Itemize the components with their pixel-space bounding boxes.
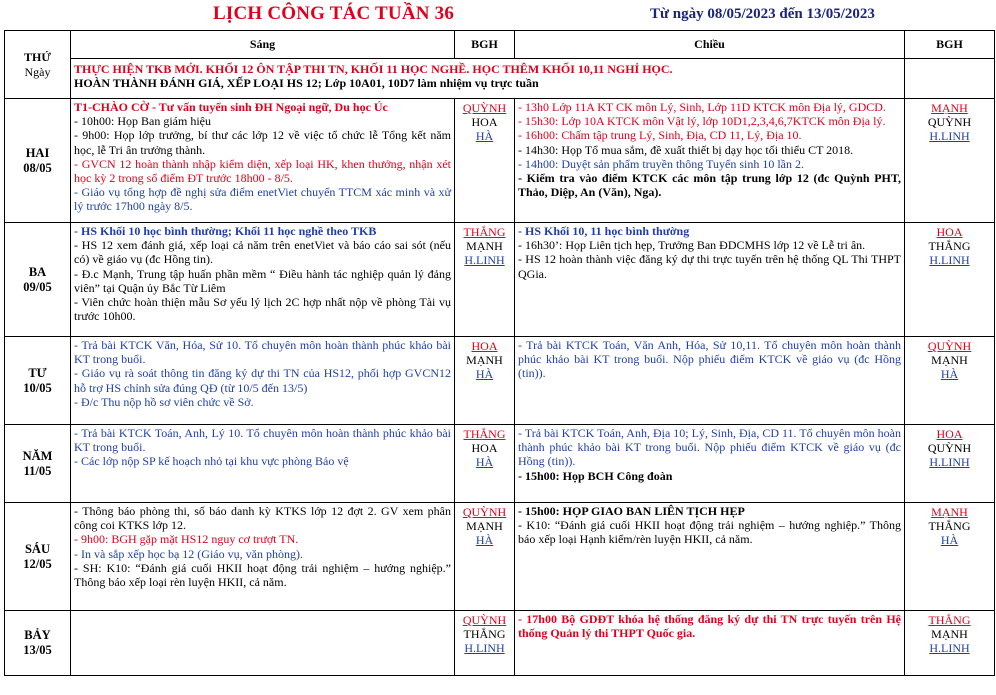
afternoon-column-header: Chiều [515,31,905,59]
afternoon-cell [515,503,905,611]
afternoon-cell [515,337,905,425]
day-header-sub: Ngày [24,64,51,79]
schedule-item: - 14h00: Duyệt sản phẩm truyền thông Tuyển sinh 10 lần 2. [518,156,804,171]
day-row [5,611,995,676]
day-row [5,337,995,425]
day-cell [5,611,71,676]
schedule-item: - Các lớp nộp SP kế hoạch nhỏ tại khu vực phòng Bảo vệ [74,454,349,469]
schedule-item: - HS 12 hoàn thành việc đăng ký dự thi trực tuyến trên hệ thống QL Thi THPT QGia. [518,252,901,281]
afternoon-cell [515,223,905,337]
bgh-name: THẮNG [463,627,506,641]
bgh-afternoon-cell [905,337,995,425]
date-range: Từ ngày 08/05/2023 đến 13/05/2023 [650,6,875,22]
bgh-name: H.LINH [929,641,970,655]
schedule-item: - 9h00: BGH gặp mặt HS12 nguy cơ trượt TN. [74,532,299,547]
afternoon-cell [515,99,905,223]
bgh-name: HOA [936,427,963,441]
bgh-morning-cell [455,425,515,503]
schedule-item: - 15h30: Lớp 10A KTCK môn Vật lý, lớp 10D1,2,3,4,6,7KTCK môn Địa lý. [518,114,886,129]
day-date: 09/05 [23,279,52,294]
bgh-name: THẮNG [928,239,971,253]
day-date: 13/05 [23,643,52,657]
schedule-item: - 16h30’: Họp Liên tịch hẹp, Trưởng Ban ĐDCMHS lớp 12 về Lễ tri ân. [518,238,866,253]
day-column-header [5,31,71,99]
bgh-afternoon-cell [905,223,995,337]
schedule-item: - Giáo vụ tổng hợp đề nghị sửa điểm enetViet chuyển TTCM xác minh và xử lý trước 17h00 ngày 8/5. [74,185,451,214]
schedule-item: - Đ/c Thu nộp hồ sơ viên chức về Sở. [74,394,254,409]
bgh-morning-cell [455,503,515,611]
day-cell [5,503,71,611]
schedule-item: - 16h00: Chấm tập trung Lý, Sinh, Địa, CD 11, Lý, Địa 10. [518,128,802,143]
morning-cell [71,223,455,337]
day-row [5,223,995,337]
bgh-name: THẮNG [463,427,506,441]
bgh-name: H.LINH [929,253,970,267]
bgh-afternoon-cell [905,99,995,223]
schedule-item: - Trả bài KTCK Toán, Văn Anh, Hóa, Sử 10,11. Tổ chuyên môn hoàn thành phúc khảo bài KT trong buổi. Nộp phiếu điểm KTCK về giáo vụ (đc Hồng (tin)). [518,338,901,381]
bgh-name: HOA [471,115,498,129]
schedule-item: - HS Khối 10, 11 học bình thường [518,224,690,238]
bgh-morning-column-header: BGH [455,31,515,59]
bgh-name: MẠNH [466,519,503,533]
morning-column-header: Sáng [71,31,455,59]
bgh-morning-cell [455,337,515,425]
bgh-name: THẮNG [928,613,971,627]
afternoon-cell [515,611,905,676]
bgh-name: HÀ [475,455,494,469]
bgh-name: HÀ [475,129,494,143]
morning-cell [71,503,455,611]
bgh-name: MẠNH [931,353,968,367]
bgh-name: HÀ [475,367,494,381]
bgh-name: QUỲNH [927,339,972,353]
bgh-name: H.LINH [464,641,505,655]
bgh-morning-cell [455,223,515,337]
day-name: NĂM [22,448,53,463]
page-title: LỊCH CÔNG TÁC TUẦN 36 [213,3,455,24]
bgh-name: HÀ [940,367,959,381]
day-header-label: THỨ [24,50,51,65]
day-name: BA [28,264,47,279]
day-row [5,425,995,503]
schedule-item: - Kiểm tra vào điểm KTCK các môn tập trung lớp 12 (đc Quỳnh PHT, Thảo, Diệp, An (Văn), Nga). [518,171,901,200]
bgh-name: H.LINH [929,455,970,469]
bgh-afternoon-cell [905,611,995,676]
bgh-afternoon-cell [905,425,995,503]
schedule-item: - 10h00: Họp Ban giám hiệu [74,114,211,129]
bgh-afternoon-column-header: BGH [905,31,995,59]
bgh-name: MẠNH [931,101,968,115]
bgh-name: HOA [471,441,498,455]
bgh-name: H.LINH [464,253,505,267]
notice-empty-afternoon [905,59,995,99]
bgh-name: HÀ [475,533,494,547]
schedule-item: - GVCN 12 hoàn thành nhập kiểm diện, xếp loại HK, khen thưởng, nhận xét học kỳ 2 trong sổ điểm ĐT trước 18h00 - 8/5. [74,156,451,186]
day-name: SÁU [24,541,50,556]
schedule-item: - 9h00: Họp lớp trưởng, bí thư các lớp 12 về việc tổ chức lễ Tổng kết năm học, lễ Tri ân trưởng thành. [74,128,451,157]
day-date: 08/05 [23,160,52,175]
notice-line-2: HOÀN THÀNH ĐÁNH GIÁ, XẾP LOẠI HS 12; Lớp 10A01, 10D7 làm nhiệm vụ trực tuần [74,75,539,90]
day-cell [5,99,71,223]
day-cell [5,223,71,337]
day-date: 12/05 [23,556,52,571]
schedule-item: - Viên chức hoàn thiện mẫu Sơ yếu lý lịch 2C hợp nhất nộp về phòng Tài vụ trước 10h00. [74,295,451,324]
schedule-item: - Giáo vụ rà soát thông tin đăng ký dự thi TN của HS12, phối hợp GVCN12 hỗ trợ HS chỉnh sửa đúng QĐ (từ 10/5 đến 13/5) [74,366,451,395]
bgh-name: QUỲNH [927,115,972,129]
schedule-table [4,30,995,676]
bgh-name: QUỲNH [927,441,972,455]
schedule-item: T1-CHÀO CỜ - Tư vấn tuyển sinh ĐH Ngoại ngữ, Du học Úc [74,100,388,114]
bgh-name: MẠNH [931,505,968,519]
schedule-item: - Trả bài KTCK Văn, Hóa, Sử 10. Tổ chuyên môn hoàn thành phúc khảo bài KT trong buổi. [74,338,451,367]
bgh-morning-cell [455,611,515,676]
schedule-item: - In và sắp xếp học bạ 12 (Giáo vụ, văn phòng). [74,546,303,561]
schedule-item: - 15h00: HỌP GIAO BAN LIÊN TỊCH HẸP [518,504,745,518]
bgh-name: H.LINH [929,129,970,143]
morning-cell [71,425,455,503]
bgh-name: MẠNH [931,627,968,641]
morning-cell [71,337,455,425]
schedule-item: - K10: “Đánh giá cuối HKII hoạt động trải nghiệm – hướng nghiệp.” Thông báo xếp loại Hạnh kiểm/rèn luyện HKII, cả năm. [518,518,901,547]
schedule-item: - 14h30: Họp Tổ mua sắm, đề xuất thiết bị dạy học tối thiểu CT 2018. [518,142,854,157]
morning-cell [71,99,455,223]
schedule-item: - Đ.c Mạnh, Trung tập huấn phần mềm “ Điều hành tác nghiệp quản lý đảng viên” tại Quận ủy Bắc Từ Liêm [74,266,451,295]
schedule-item: - SH: K10: “Đánh giá cuối HKII hoạt động trải nghiệm – hướng nghiệp.” Thông báo xếp loại rèn luyện HKII, cả năm. [74,560,451,590]
day-name: HAI [25,145,50,160]
schedule-item: - Trả bài KTCK Toán, Anh, Lý 10. Tổ chuyên môn hoàn thành phúc khảo bài KT trong buổi. [74,426,451,455]
bgh-name: MẠNH [466,353,503,367]
schedule-item: - 13h0 Lớp 11A KT CK môn Lý, Sinh, Lớp 11D KTCK môn Địa lý, GDCD. [518,100,886,114]
schedule-item: - HS Khối 10 học bình thường; Khối 11 học nghề theo TKB [74,224,377,238]
schedule-item: - 17h00 Bộ GDĐT khóa hệ thống đăng ký dự thi TN trực tuyến trên Hệ thống Quản lý thi THPT Quốc gia. [518,612,901,641]
notice-line-1: THỰC HIỆN TKB MỚI. KHỐI 12 ÔN TẬP THI TN, KHỐI 11 HỌC NGHỀ. HỌC THÊM KHỐI 10,11 NGHỈ HỌC. [74,62,673,76]
bgh-name: HOA [936,225,963,239]
bgh-morning-cell [455,99,515,223]
bgh-name: HÀ [940,533,959,547]
day-cell [5,425,71,503]
bgh-name: QUỲNH [462,505,507,519]
bgh-name: THẮNG [928,519,971,533]
bgh-name: QUỲNH [462,101,507,115]
day-row [5,99,995,223]
day-date: 11/05 [23,463,52,478]
day-name: TƯ [28,365,47,380]
schedule-item: - 15h00: Họp BCH Công đoàn [518,468,673,483]
header-row [5,31,995,59]
day-date: 10/05 [23,380,52,395]
day-cell [5,337,71,425]
bgh-name: MẠNH [466,239,503,253]
notice-cell [71,59,905,99]
page-header [0,0,996,30]
bgh-afternoon-cell [905,503,995,611]
day-name: BẢY [24,628,51,642]
bgh-name: THẮNG [463,225,506,239]
schedule-item: - Thông báo phòng thi, số báo danh kỳ KTKS lớp 12 đợt 2. GV xem phân công coi KTKS lớp 12. [74,504,451,533]
schedule-item: - Trả bài KTCK Toán, Anh, Địa 10; Lý, Sinh, Địa, CD 11. Tổ chuyên môn hoàn thành phúc khảo bài KT trong buổi. Nộp phiếu điểm KTCK về giáo vụ (đc Hồng (tin)). [518,426,901,469]
day-row [5,503,995,611]
schedule-item: - HS 12 xem đánh giá, xếp loại cả năm trên enetViet và báo cáo sai sót (nếu có) về giáo vụ (đc Hồng tin). [74,238,451,267]
morning-cell [71,611,455,676]
bgh-name: HOA [471,339,498,353]
notice-row [5,59,995,99]
bgh-name: QUỲNH [462,613,507,627]
afternoon-cell [515,425,905,503]
